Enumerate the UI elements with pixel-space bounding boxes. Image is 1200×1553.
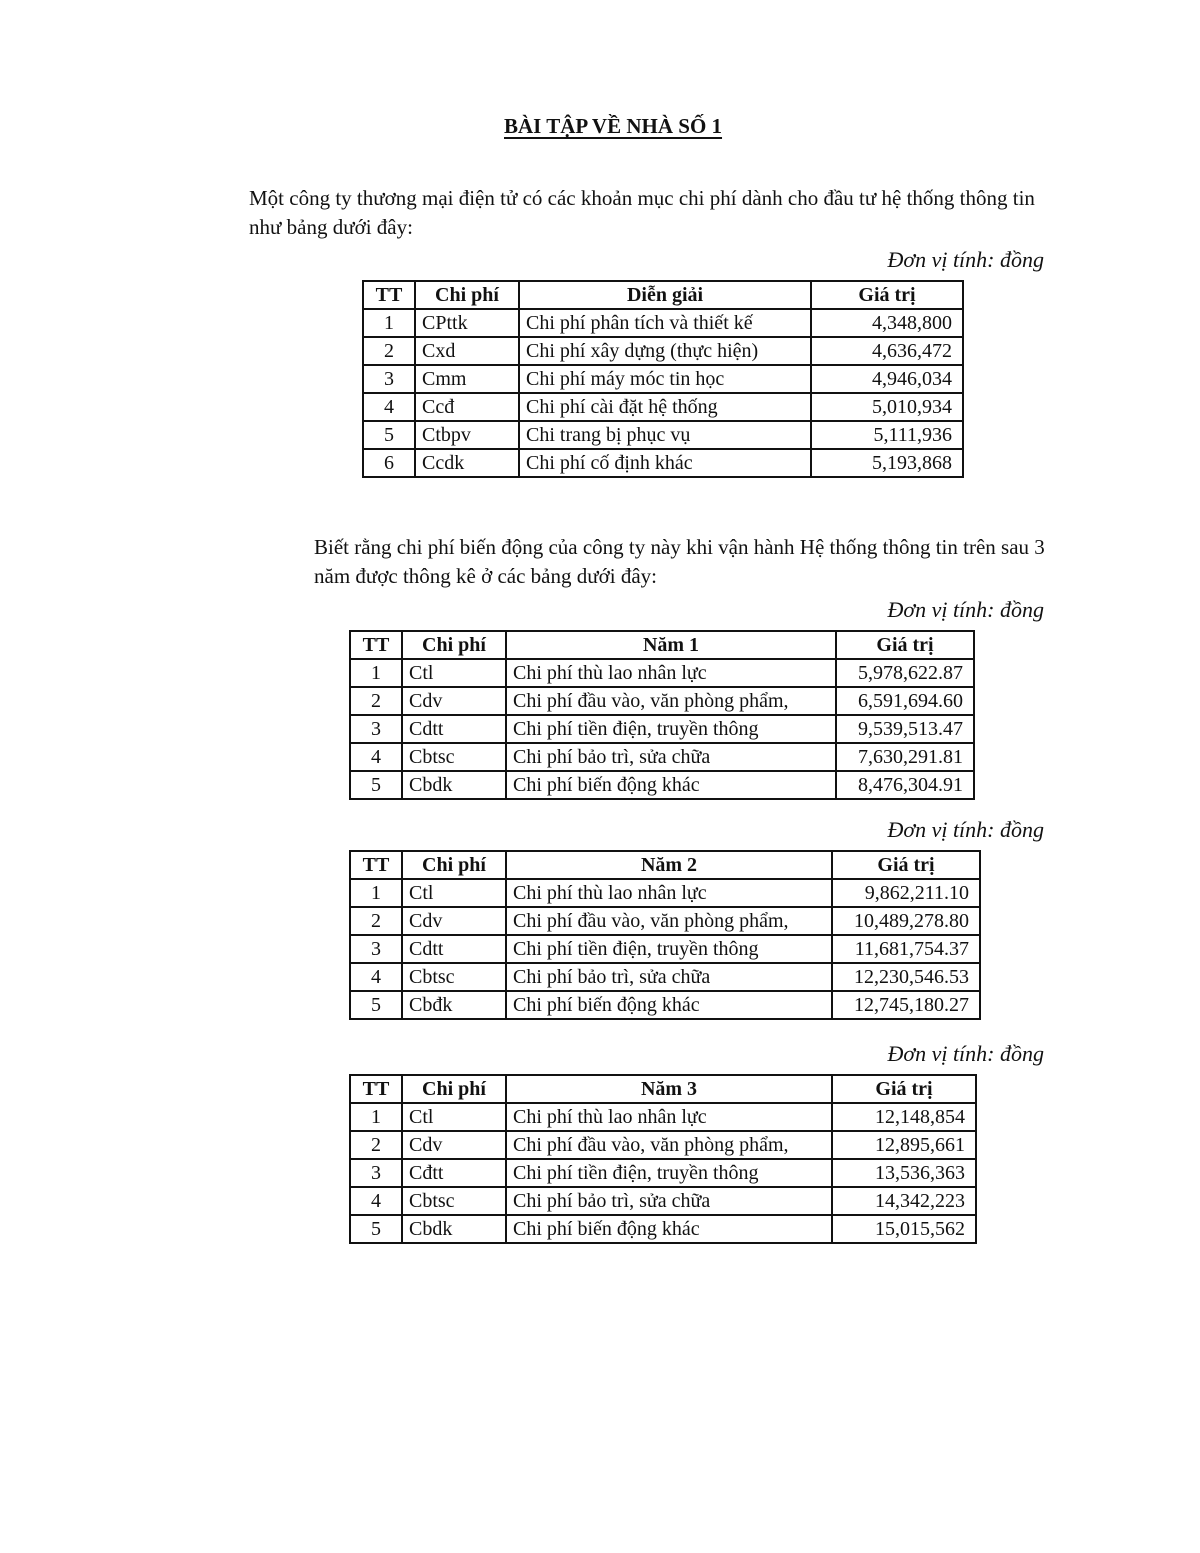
- cell-description: Chi phí đầu vào, văn phòng phẩm,: [506, 907, 832, 935]
- header-year: Năm 2: [506, 851, 832, 879]
- table-row: [350, 1187, 976, 1215]
- header-tt: TT: [350, 1075, 402, 1103]
- cell-code: Ctl: [402, 879, 506, 907]
- header-value: Giá trị: [836, 631, 974, 659]
- cell-tt: 6: [363, 449, 415, 477]
- unit-label-4: Đơn vị tính: đồng: [887, 1041, 1044, 1066]
- header-tt: TT: [350, 631, 402, 659]
- cell-tt: 4: [350, 1187, 402, 1215]
- cell-tt: 1: [350, 659, 402, 687]
- header-cost: Chi phí: [402, 851, 506, 879]
- table-row: [350, 963, 980, 991]
- cell-description: Chi phí cài đặt hệ thống: [519, 393, 811, 421]
- cell-description: Chi phí đầu vào, văn phòng phẩm,: [506, 1131, 832, 1159]
- table-row: [363, 421, 963, 449]
- cell-tt: 1: [350, 1103, 402, 1131]
- header-value: Giá trị: [832, 851, 980, 879]
- cell-tt: 3: [350, 935, 402, 963]
- table-row: [363, 393, 963, 421]
- header-year: Năm 1: [506, 631, 836, 659]
- cell-code: Cdtt: [402, 715, 506, 743]
- unit-label-1: Đơn vị tính: đồng: [887, 247, 1044, 272]
- cell-tt: 2: [350, 1131, 402, 1159]
- cell-tt: 2: [363, 337, 415, 365]
- cell-code: Cbdk: [402, 771, 506, 799]
- cell-value: 13,536,363: [832, 1159, 976, 1187]
- cell-code: Ccdk: [415, 449, 519, 477]
- table-row: [350, 687, 974, 715]
- cell-value: 10,489,278.80: [832, 907, 980, 935]
- cell-code: Cmm: [415, 365, 519, 393]
- table-row: [363, 365, 963, 393]
- cell-tt: 3: [350, 715, 402, 743]
- table-row: [350, 1159, 976, 1187]
- cell-code: Cxd: [415, 337, 519, 365]
- table-row: [350, 991, 980, 1019]
- cell-code: Cbtsc: [402, 1187, 506, 1215]
- table-row: [350, 879, 980, 907]
- cell-value: 4,348,800: [811, 309, 963, 337]
- cell-value: 5,978,622.87: [836, 659, 974, 687]
- second-intro-paragraph: Biết rằng chi phí biến động của công ty này khi vận hành Hệ thống thông tin trên sau 3 năm được thông kê ở các bảng dưới đây:: [314, 535, 1045, 588]
- intro-paragraph: Một công ty thương mại điện tử có các khoản mục chi phí dành cho đầu tư hệ thống thông tin như bảng dưới đây:: [249, 186, 1035, 239]
- cell-value: 12,895,661: [832, 1131, 976, 1159]
- unit-label-2: Đơn vị tính: đồng: [887, 597, 1044, 622]
- cell-value: 9,862,211.10: [832, 879, 980, 907]
- cell-tt: 1: [363, 309, 415, 337]
- cell-description: Chi phí máy móc tin học: [519, 365, 811, 393]
- header-cost: Chi phí: [402, 1075, 506, 1103]
- cell-value: 4,946,034: [811, 365, 963, 393]
- cell-description: Chi phí tiền điện, truyền thông: [506, 1159, 832, 1187]
- table-row: [350, 1131, 976, 1159]
- cell-value: 8,476,304.91: [836, 771, 974, 799]
- cell-code: Cbtsc: [402, 963, 506, 991]
- cell-description: Chi phí bảo trì, sửa chữa: [506, 1187, 832, 1215]
- cell-tt: 1: [350, 879, 402, 907]
- header-tt: TT: [363, 281, 415, 309]
- cell-description: Chi phí biến động khác: [506, 771, 836, 799]
- cell-code: Cbdk: [402, 1215, 506, 1243]
- cell-description: Chi trang bị phục vụ: [519, 421, 811, 449]
- cell-code: Cdv: [402, 687, 506, 715]
- cell-tt: 4: [363, 393, 415, 421]
- cell-tt: 5: [350, 991, 402, 1019]
- year3-cost-table: [349, 1074, 977, 1244]
- table-row: [350, 935, 980, 963]
- cell-value: 15,015,562: [832, 1215, 976, 1243]
- cell-value: 5,193,868: [811, 449, 963, 477]
- cell-tt: 5: [363, 421, 415, 449]
- cell-description: Chi phí biến động khác: [506, 1215, 832, 1243]
- table-row: [350, 1215, 976, 1243]
- table-row: [350, 659, 974, 687]
- year2-cost-table: [349, 850, 981, 1020]
- cell-code: Cdtt: [402, 935, 506, 963]
- cell-description: Chi phí thù lao nhân lực: [506, 1103, 832, 1131]
- table-row: [363, 337, 963, 365]
- cell-tt: 5: [350, 771, 402, 799]
- header-cost: Chi phí: [402, 631, 506, 659]
- cell-value: 5,010,934: [811, 393, 963, 421]
- cell-value: 4,636,472: [811, 337, 963, 365]
- cell-description: Chi phí phân tích và thiết kế: [519, 309, 811, 337]
- header-value: Giá trị: [811, 281, 963, 309]
- cell-description: Chi phí xây dựng (thực hiện): [519, 337, 811, 365]
- cell-value: 12,148,854: [832, 1103, 976, 1131]
- cell-value: 12,745,180.27: [832, 991, 980, 1019]
- cell-value: 5,111,936: [811, 421, 963, 449]
- cell-description: Chi phí tiền điện, truyền thông: [506, 715, 836, 743]
- cell-description: Chi phí đầu vào, văn phòng phẩm,: [506, 687, 836, 715]
- cell-tt: 3: [363, 365, 415, 393]
- cell-tt: 3: [350, 1159, 402, 1187]
- cell-value: 11,681,754.37: [832, 935, 980, 963]
- table-header-row: [350, 631, 974, 659]
- cell-tt: 4: [350, 963, 402, 991]
- cell-description: Chi phí bảo trì, sửa chữa: [506, 743, 836, 771]
- cell-code: Ctl: [402, 1103, 506, 1131]
- table-row: [350, 743, 974, 771]
- cell-code: Ctbpv: [415, 421, 519, 449]
- table-row: [363, 309, 963, 337]
- cell-tt: 2: [350, 687, 402, 715]
- cell-description: Chi phí thù lao nhân lực: [506, 659, 836, 687]
- cell-description: Chi phí tiền điện, truyền thông: [506, 935, 832, 963]
- cell-description: Chi phí thù lao nhân lực: [506, 879, 832, 907]
- table-row: [350, 1103, 976, 1131]
- page-title: BÀI TẬP VỀ NHÀ SỐ 1: [504, 114, 723, 138]
- cell-code: Cđtt: [402, 1159, 506, 1187]
- cell-code: Ccđ: [415, 393, 519, 421]
- cell-description: Chi phí bảo trì, sửa chữa: [506, 963, 832, 991]
- cell-code: Cdv: [402, 1131, 506, 1159]
- cell-tt: 5: [350, 1215, 402, 1243]
- table-row: [363, 449, 963, 477]
- table-row: [350, 907, 980, 935]
- investment-cost-table: [362, 280, 964, 478]
- header-cost: Chi phí: [415, 281, 519, 309]
- table-header-row: [363, 281, 963, 309]
- cell-code: CPttk: [415, 309, 519, 337]
- cell-description: Chi phí cố định khác: [519, 449, 811, 477]
- header-tt: TT: [350, 851, 402, 879]
- cell-value: 14,342,223: [832, 1187, 976, 1215]
- cell-value: 6,591,694.60: [836, 687, 974, 715]
- year1-cost-table: [349, 630, 975, 800]
- cell-value: 9,539,513.47: [836, 715, 974, 743]
- cell-value: 7,630,291.81: [836, 743, 974, 771]
- cell-description: Chi phí biến động khác: [506, 991, 832, 1019]
- table-row: [350, 771, 974, 799]
- header-description: Diễn giải: [519, 281, 811, 309]
- cell-code: Cbđk: [402, 991, 506, 1019]
- cell-tt: 2: [350, 907, 402, 935]
- table-header-row: [350, 851, 980, 879]
- cell-code: Cbtsc: [402, 743, 506, 771]
- cell-code: Cdv: [402, 907, 506, 935]
- cell-tt: 4: [350, 743, 402, 771]
- table-row: [350, 715, 974, 743]
- header-value: Giá trị: [832, 1075, 976, 1103]
- cell-code: Ctl: [402, 659, 506, 687]
- table-header-row: [350, 1075, 976, 1103]
- header-year: Năm 3: [506, 1075, 832, 1103]
- cell-value: 12,230,546.53: [832, 963, 980, 991]
- unit-label-3: Đơn vị tính: đồng: [887, 817, 1044, 842]
